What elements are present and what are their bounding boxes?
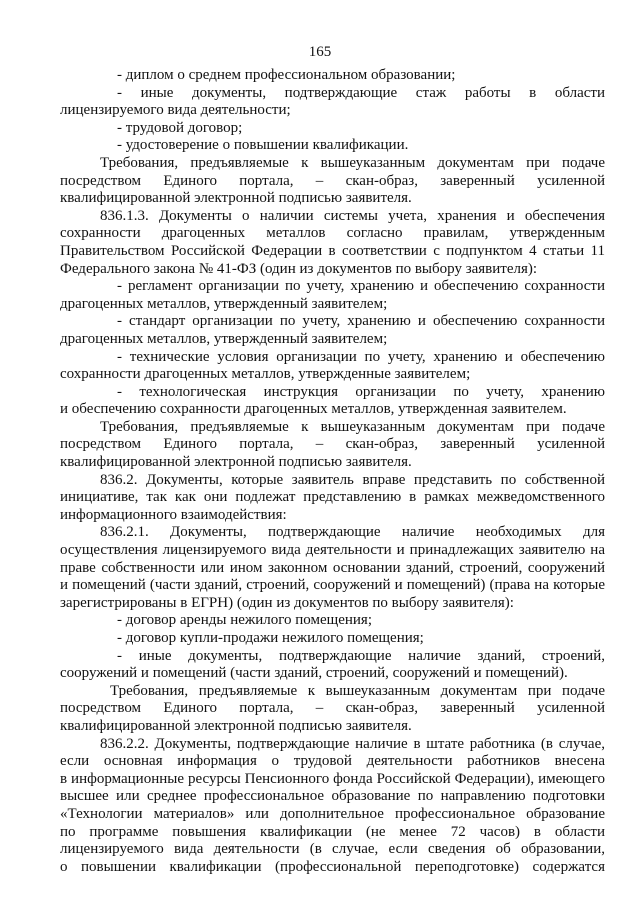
text-line: информационного взаимодействия: <box>60 506 287 523</box>
text-line: 836.1.3. Документы о наличии системы учета, хранения и обеспечения <box>100 207 605 224</box>
text-line: посредством Единого портала, – скан-образ, заверенный усиленной <box>60 700 605 717</box>
text-line: квалифицированной электронной подписью заявителя. <box>60 717 412 734</box>
text-line: лицензируемого вида деятельности (в случае, если сведения об образовании, <box>60 841 605 858</box>
text-line: сохранности драгоценных металлов, утвержденные заявителем; <box>60 366 471 383</box>
text-line: и помещений (части зданий, строений, сооружений и помещений) (права на которые <box>60 577 605 594</box>
document-body <box>60 67 605 876</box>
text-line: сохранности драгоценных металлов согласно правилам, утвержденным <box>60 225 605 242</box>
text-line: - трудовой договор; <box>117 119 243 136</box>
text-line: лицензируемого вида деятельности; <box>60 102 291 119</box>
text-line: 836.2.1. Документы, подтверждающие наличие необходимых для <box>100 524 605 541</box>
text-line: Федерального закона № 41-ФЗ (один из документов по выбору заявителя): <box>60 260 538 277</box>
text-line: осуществления лицензируемого вида деятельности и принадлежащих заявителю на <box>60 542 605 559</box>
text-line: по программе повышения квалификации (не менее 72 часов) в области <box>60 823 605 840</box>
text-line: посредством Единого портала, – скан-образ, заверенный усиленной <box>60 436 605 453</box>
text-line: - договор купли-продажи нежилого помещения; <box>117 630 424 646</box>
text-line: посредством Единого портала, – скан-образ, заверенный усиленной <box>60 172 605 189</box>
text-line: - технологическая инструкция организации по учету, хранению <box>117 383 605 400</box>
text-line: высшее или среднее профессиональное образование по направлению подготовки <box>60 788 605 805</box>
text-line: Требования, предъявляемые к вышеуказанным документам при подаче <box>100 418 605 435</box>
text-line: если основная информация о трудовой деятельности работников внесена <box>60 753 605 770</box>
text-line: - стандарт организации по учету, хранению и обеспечению сохранности <box>117 313 605 330</box>
text-line: и обеспечению сохранности драгоценных металлов, утвержденная заявителем. <box>60 401 567 418</box>
text-line: «Технологии материалов» или дополнительное профессиональное образование <box>60 805 605 822</box>
text-line: Требования, предъявляемые к вышеуказанным документам при подаче <box>100 154 605 171</box>
text-line: квалифицированной электронной подписью заявителя. <box>60 454 412 471</box>
text-line: - удостоверение о повышении квалификации. <box>117 137 409 154</box>
text-line: - технические условия организации по учету, хранению и обеспечению <box>117 348 605 365</box>
text-line: - иные документы, подтверждающие стаж работы в области <box>117 84 605 101</box>
text-line: драгоценных металлов, утвержденный заявителем; <box>60 295 388 312</box>
text-line: 836.2.2. Документы, подтверждающие наличие в штате работника (в случае, <box>100 735 605 752</box>
text-line: Требования, предъявляемые к вышеуказанным документам при подаче <box>110 682 605 699</box>
text-line: - договор аренды нежилого помещения; <box>117 612 372 629</box>
text-line: инициативе, так как они подлежат представлению в рамках межведомственного <box>60 489 605 506</box>
text-line: 836.2. Документы, которые заявитель вправе представить по собственной <box>100 471 605 488</box>
text-line: драгоценных металлов, утвержденный заявителем; <box>60 330 388 347</box>
text-line: Правительством Российской Федерации в соответствии с подпунктом 4 статьи 11 <box>60 242 605 259</box>
text-line: о повышении квалификации (профессиональной переподготовке) содержатся <box>60 858 605 875</box>
text-line: - иные документы, подтверждающие наличие зданий, строений, <box>117 647 605 664</box>
text-line: - регламент организации по учету, хранению и обеспечению сохранности <box>117 278 605 295</box>
page-number: 165 <box>308 44 332 60</box>
text-line: в информационные ресурсы Пенсионного фонда Российской Федерации), имеющего <box>60 770 605 787</box>
text-line: сооружений и помещений (части зданий, строений, сооружений и помещений). <box>60 665 568 682</box>
text-line: квалифицированной электронной подписью заявителя. <box>60 190 412 207</box>
text-line: зарегистрированы в ЕГРН) (один из документов по выбору заявителя): <box>60 594 514 611</box>
text-line: праве собственности или ином законном основании зданий, строений, сооружений <box>60 559 605 576</box>
text-line: - диплом о среднем профессиональном образовании; <box>117 67 456 83</box>
